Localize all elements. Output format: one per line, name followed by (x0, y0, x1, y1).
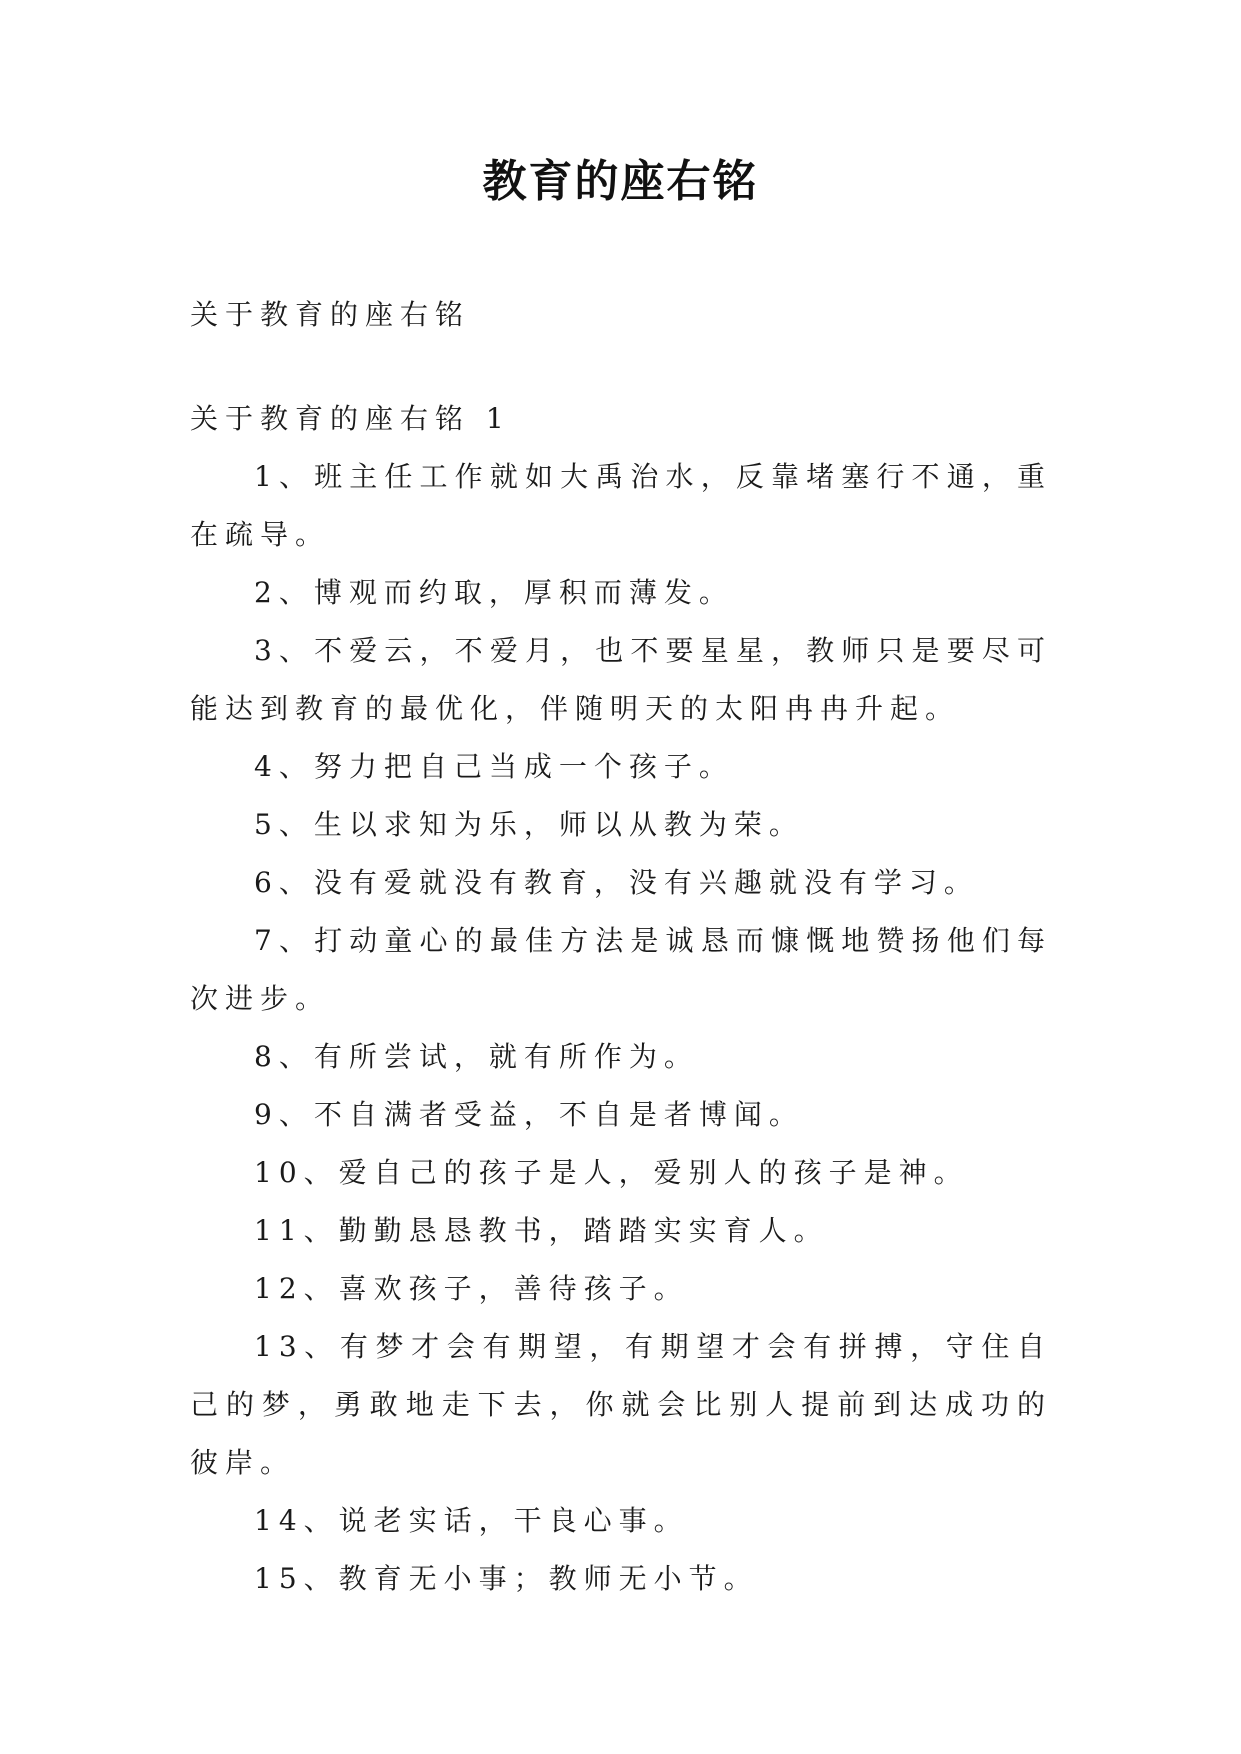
list-item: 12、喜欢孩子，善待孩子。 (254, 1272, 689, 1305)
list-item: 3、不爱云，不爱月，也不要星星，教师只是要尽可能达到教育的最优化，伴随明天的太阳冉冉升起。 (190, 634, 1052, 725)
list-item: 8、有所尝试，就有所作为。 (254, 1040, 699, 1073)
list-item: 15、教育无小事；教师无小节。 (254, 1562, 759, 1595)
document-body (190, 286, 1052, 1608)
document-title: 教育的座右铭 (482, 156, 759, 207)
list-item: 1、班主任工作就如大禹治水，反靠堵塞行不通，重在疏导。 (190, 460, 1052, 551)
list-item: 4、努力把自己当成一个孩子。 (254, 750, 734, 783)
list-item: 9、不自满者受益，不自是者博闻。 (254, 1098, 804, 1131)
list-item: 2、博观而约取，厚积而薄发。 (254, 576, 734, 609)
list-item: 7、打动童心的最佳方法是诚恳而慷慨地赞扬他们每次进步。 (190, 924, 1052, 1015)
list-item: 6、没有爱就没有教育，没有兴趣就没有学习。 (254, 866, 979, 899)
list-item: 11、勤勤恳恳教书，踏踏实实育人。 (254, 1214, 829, 1247)
document-subtitle: 关于教育的座右铭 (190, 298, 471, 331)
list-item: 5、生以求知为乐，师以从教为荣。 (254, 808, 804, 841)
section-heading: 关于教育的座右铭 1 (190, 402, 511, 435)
list-item: 14、说老实话，干良心事。 (254, 1504, 689, 1537)
list-item: 10、爱自己的孩子是人，爱别人的孩子是神。 (254, 1156, 969, 1189)
list-item: 13、有梦才会有期望，有期望才会有拼搏，守住自己的梦，勇敢地走下去，你就会比别人提前到达成功的彼岸。 (190, 1330, 1052, 1479)
